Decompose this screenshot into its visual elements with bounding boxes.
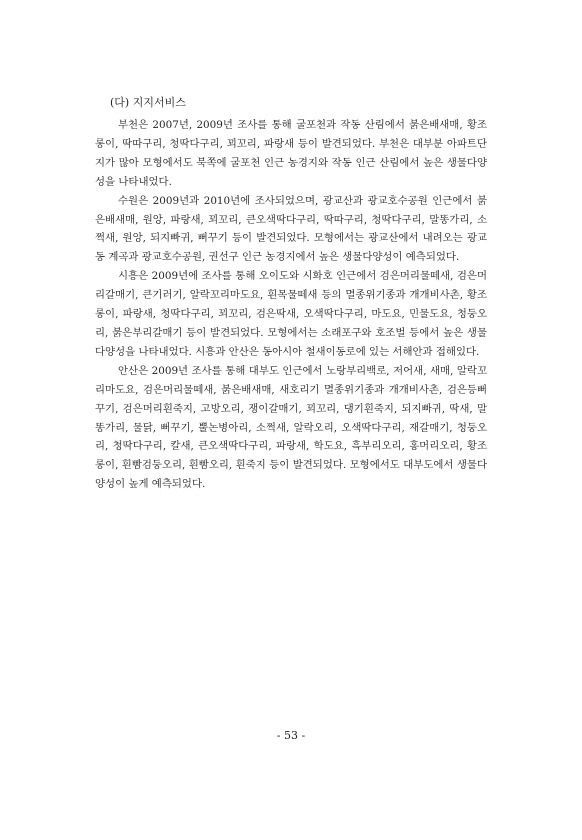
section-heading: (다) 지지서비스 [110, 96, 186, 109]
paragraph-siheung: 시흥은 2009년에 조사를 통해 오이도와 시화호 인근에서 검은머리물떼새, 검은머리갈매기, 큰기러기, 알락꼬리마도요, 흰목물떼새 등의 멸종위기종과 개개비사촌, 황조롱이, 파랑새, 청딱다구리, 꾀꼬리, 검은딱새, 오색딱다구리, 마도요, 민물도요, 청둥오리, 붉은부리갈매기 등이 발견되었다. 모형에서는 소래포구와 호조벌 등에서 높은 생물다양성을 나타내었다. 시흥과 안산은 동아시아 철새이동로에 있는 서해안과 접해있다. [95, 270, 487, 358]
paragraph-bucheon: 부천은 2007년, 2009년 조사를 통해 굴포천과 작동 산림에서 붉은배새매, 황조롱이, 딱따구리, 청딱다구리, 꾀꼬리, 파랑새 등이 발견되었다. 부천은 대부분 아파트단지가 많아 모형에서도 북쪽에 굴포천 인근 농경지와 작동 인근 산림에서 높은 생물다양성을 나타내었다. [95, 119, 487, 188]
page-number: - 53 - [276, 729, 306, 742]
paragraph-ansan: 안산은 2009년 조사를 통해 대부도 인근에서 노랑부리백로, 저어새, 새매, 알락꼬리마도요, 검은머리물떼새, 붉은배새매, 새호리기 멸종위기종과 개개비사촌, 검은등뻐꾸기, 검은머리흰죽지, 고방오리, 쟁이갈매기, 꾀꼬리, 댕기흰죽지, 되지빠귀, 딱새, 말똥가리, 물닭, 뻐꾸기, 뿔논병아리, 소쩍새, 알락오리, 오색딱다구리, 재갈매기, 청둥오리, 청딱다구리, 칼새, 큰오색딱다구리, 파랑새, 학도요, 흑부리오리, 홍머리오리, 황조롱이, 흰빰검둥오리, 흰빰오리, 흰죽지 등이 발견되었다. 모형에서도 대부도에서 생물다양성이 높게 예측되었다. [95, 364, 487, 491]
section-body [95, 116, 487, 494]
paragraph-suwon: 수원은 2009년과 2010년에 조사되었으며, 광교산과 광교호수공원 인근에서 붉은배새매, 원앙, 파랑새, 꾀꼬리, 큰오색딱다구리, 딱따구리, 청딱다구리, 말똥가리, 소쩍새, 원앙, 되지빠귀, 뻐꾸기 등이 발견되었다. 모형에서는 광교산에서 내려오는 광교동 계곡과 광교호수공원, 권선구 인근 농경지에서 높은 생물다양성이 예측되었다. [95, 194, 487, 264]
